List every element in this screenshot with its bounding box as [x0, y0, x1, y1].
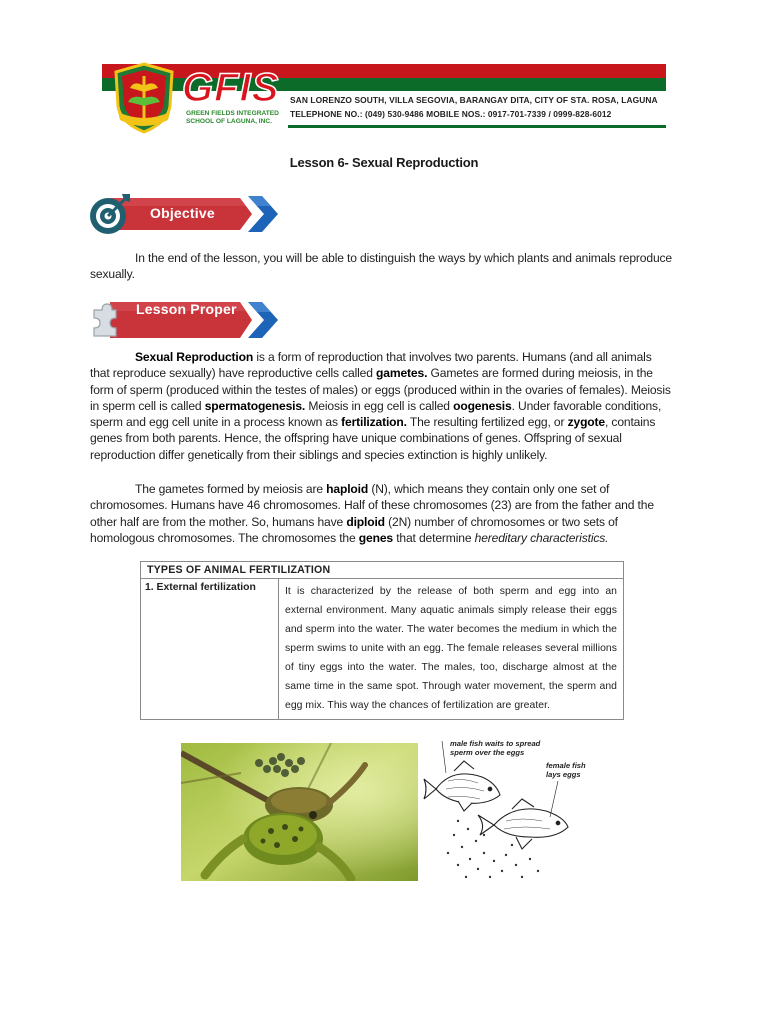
lesson-proper-banner	[88, 296, 278, 344]
lesson-title: Lesson 6- Sexual Reproduction	[289, 155, 479, 170]
frogs-mating-photo	[181, 743, 418, 881]
fertilization-table	[140, 561, 624, 720]
fertilization-type: 1. External fertilization	[141, 579, 279, 720]
school-crest-icon	[112, 62, 176, 134]
table-row	[141, 579, 624, 720]
school-header	[102, 64, 666, 132]
school-address: SAN LORENZO SOUTH, VILLA SEGOVIA, BARANGAY DITA, CITY OF STA. ROSA, LAGUNA	[290, 95, 658, 105]
objective-text: In the end of the lesson, you will be able to distinguish the ways by which plants and animals reproduce sexually.	[90, 251, 673, 282]
table-header: TYPES OF ANIMAL FERTILIZATION	[141, 562, 624, 579]
sexual-reproduction-paragraph: Sexual Reproduction is a form of reproduction that involves two parents. Humans (and all animals that reproduce sexually) have reproductive cells called gametes. Gametes are formed during meiosis, in the form of sperm (produced within the testes of males) or eggs (produced within in the ovaries of females). Meiosis in sperm cell is called spermatogenesis. Meiosis in egg cell is called oogenesis. Under favorable conditions, sperm and egg cell unite in a process known as fertilization. The resulting fertilized egg, or zygote, contains genes from both parents. Hence, the offspring have unique combinations of genes. Offspring of sexual reproduction differ genetically from their siblings and species extinction is highly unlikely.	[90, 350, 671, 462]
table-header-row	[141, 562, 624, 579]
objective-banner	[88, 190, 278, 238]
fish-spawning-diagram	[418, 737, 594, 883]
puzzle-icon	[90, 302, 120, 342]
lesson-proper-label: Lesson Proper	[136, 301, 237, 317]
school-phone: TELEPHONE NO.: (049) 530-9486 MOBILE NOS.: 0917-701-7339 / 0999-828-6012	[290, 109, 612, 119]
female-fish-caption: female fish lays eggs	[546, 761, 586, 779]
male-fish-caption: male fish waits to spread sperm over the eggs	[450, 739, 541, 757]
fertilization-description: It is characterized by the release of both sperm and egg into an external environment. Many aquatic animals simply release their eggs and sperm into the water. The water becomes the medium in which the sperm swims to unite with an egg. The female releases several millions of tiny eggs into the water. The males, too, discharge almost at the same time in the same spot. Through water movement, the sperm and egg mix. This way the chances of fertilization are greater.	[279, 579, 624, 720]
school-brand-logo: GFIS	[182, 66, 280, 110]
header-bottom-rule	[288, 125, 666, 128]
school-name: GREEN FIELDS INTEGRATED SCHOOL OF LAGUNA, INC.	[186, 110, 279, 125]
target-icon	[88, 192, 132, 236]
gametes-paragraph: The gametes formed by meiosis are haploid (N), which means they contain only one set of chromosomes. Humans have 46 chromosomes. Half of these chromosomes (23) are from the father and the other half are from the mother. So, humans have diploid (2N) number of chromosomes or two sets of homologous chromosomes. The chromosomes the genes that determine hereditary characteristics.	[90, 482, 654, 545]
objective-label: Objective	[150, 205, 215, 221]
frog-illustration	[181, 743, 418, 881]
fish-illustration	[418, 737, 594, 883]
